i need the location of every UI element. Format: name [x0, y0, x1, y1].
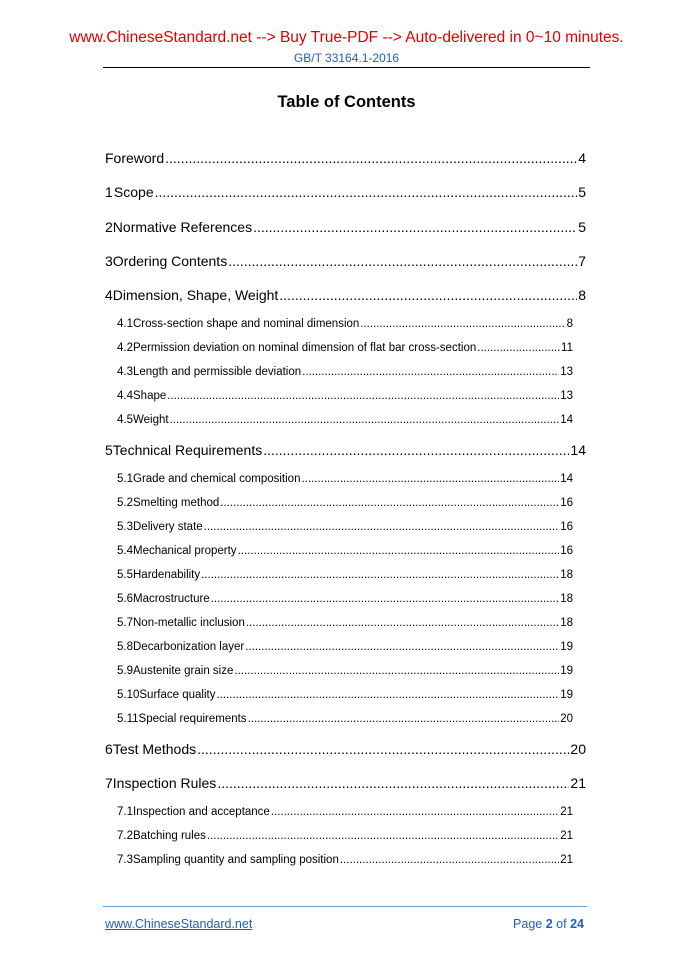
toc-entry-page: 20 [570, 741, 586, 757]
toc-entry-label: Macrostructure [133, 593, 210, 605]
toc-entry-label: Batching rules [133, 830, 206, 842]
toc-entry-label: Weight [133, 414, 169, 426]
toc-entry-number: 6 [105, 741, 113, 757]
toc-entry[interactable] [117, 390, 573, 402]
toc-entry-page: 19 [560, 665, 573, 677]
toc-entry-number: 7.3 [117, 854, 133, 866]
toc-entry-page: 14 [560, 414, 573, 426]
header-banner[interactable]: www.ChineseStandard.net --> Buy True-PDF --> Auto-delivered in 0~10 minutes. [69, 29, 624, 46]
toc-entry-label: Special requirements [138, 713, 247, 725]
page-of: of [556, 917, 567, 931]
toc-entry-number: 3 [105, 253, 113, 269]
toc-dot-leader [279, 287, 577, 303]
toc-entry-number: 7 [105, 775, 113, 791]
toc-entry-number: 5.5 [117, 569, 133, 581]
toc-entry-page: 8 [578, 287, 586, 303]
toc-entry-label: Ordering Contents [112, 253, 228, 269]
toc-dot-leader [165, 150, 577, 166]
toc-entry-label: Mechanical property [133, 545, 237, 557]
toc-entry-label: Smelting method [133, 497, 220, 509]
toc-entry-page: 16 [560, 545, 573, 557]
toc-entry[interactable] [105, 253, 586, 269]
toc-entry-label: Grade and chemical composition [133, 473, 301, 485]
toc-entry-number: 2 [105, 219, 113, 235]
toc-entry-page: 8 [566, 318, 573, 330]
toc-entry-label: Decarbonization layer [133, 641, 245, 653]
toc-entry-label: Foreword [105, 150, 165, 166]
toc-dot-leader [234, 665, 559, 677]
toc-entry[interactable] [117, 617, 573, 629]
toc-dot-leader [201, 569, 559, 581]
toc-entry[interactable] [117, 545, 573, 557]
toc-entry[interactable] [117, 342, 573, 354]
footer-divider [103, 906, 587, 907]
toc-entry-page: 21 [560, 806, 573, 818]
toc-entry-page: 14 [570, 442, 586, 458]
toc-entry-number: 5.8 [117, 641, 133, 653]
toc-entry-page: 5 [578, 219, 586, 235]
toc-entry-page: 21 [560, 830, 573, 842]
toc-entry-number: 5.1 [117, 473, 133, 485]
toc-dot-leader [301, 473, 559, 485]
toc-entry-page: 20 [560, 713, 573, 725]
toc-entry-number: 5.9 [117, 665, 133, 677]
toc-dot-leader [204, 521, 560, 533]
header-divider [103, 67, 590, 68]
toc-entry[interactable] [105, 219, 586, 235]
toc-entry-label: Non-metallic inclusion [133, 617, 245, 629]
toc-entry-label: Normative References [112, 219, 253, 235]
toc-entry-page: 18 [560, 617, 573, 629]
toc-entry[interactable] [117, 641, 573, 653]
toc-dot-leader [477, 342, 560, 354]
toc-entry-number: 7.2 [117, 830, 133, 842]
toc-entry-page: 13 [560, 366, 573, 378]
toc-entry-number: 4.5 [117, 414, 133, 426]
standard-number: GB/T 33164.1-2016 [293, 51, 400, 65]
toc-entry-number: 5.2 [117, 497, 133, 509]
toc-entry-page: 16 [560, 497, 573, 509]
toc-entry[interactable] [105, 150, 586, 166]
toc-dot-leader [245, 641, 559, 653]
toc-dot-leader [197, 741, 569, 757]
toc-entry[interactable] [117, 665, 573, 677]
page-label: Page [513, 917, 543, 931]
toc-entry-number: 1 [105, 184, 113, 200]
toc-entry-label: Hardenability [133, 569, 201, 581]
toc-entry-number: 5 [105, 442, 113, 458]
toc-entry-number: 7.1 [117, 806, 133, 818]
toc-entry-number: 4.2 [117, 342, 133, 354]
toc-entry-label: Inspection Rules [112, 775, 217, 791]
toc-dot-leader [238, 545, 560, 557]
toc-entry-number: 4.1 [117, 318, 133, 330]
toc-entry-page: 18 [560, 593, 573, 605]
toc-entry-number: 4.3 [117, 366, 133, 378]
toc-dot-leader [228, 253, 577, 269]
toc-entry-number: 5.6 [117, 593, 133, 605]
toc-entry[interactable] [105, 741, 586, 757]
toc-dot-leader [220, 497, 559, 509]
toc-entry[interactable] [117, 366, 573, 378]
toc-dot-leader [248, 713, 560, 725]
toc-entry-page: 13 [560, 390, 573, 402]
toc-entry[interactable] [117, 497, 573, 509]
toc-entry-label: Length and permissible deviation [133, 366, 302, 378]
toc-entry-number: 4 [105, 287, 113, 303]
toc-dot-leader [340, 854, 559, 866]
toc-entry-page: 18 [560, 569, 573, 581]
footer-link[interactable]: www.ChineseStandard.net [105, 917, 253, 931]
toc-dot-leader [253, 219, 577, 235]
toc-entry[interactable] [117, 521, 573, 533]
toc-entry[interactable] [117, 414, 573, 426]
toc-entry-label: Technical Requirements [112, 442, 263, 458]
toc-entry-page: 4 [578, 150, 586, 166]
toc-entry-label: Shape [133, 390, 167, 402]
toc-entry-number: 5.11 [117, 713, 139, 725]
toc-entry-page: 21 [560, 854, 573, 866]
toc-entry-label: Test Methods [112, 741, 197, 757]
toc-entry-label: Delivery state [133, 521, 203, 533]
toc-entry[interactable] [105, 775, 586, 791]
toc-entry-number: 4.4 [117, 390, 133, 402]
toc-entry[interactable] [117, 318, 573, 330]
page-current: 2 [545, 917, 553, 931]
toc-entry[interactable] [117, 473, 573, 485]
toc-dot-leader [271, 806, 559, 818]
toc-entry[interactable] [117, 806, 573, 818]
toc-entry-page: 7 [578, 253, 586, 269]
toc-entry[interactable] [105, 442, 586, 458]
toc-entry-label: Surface quality [139, 689, 216, 701]
toc-entry[interactable] [117, 689, 573, 701]
toc-entry-page: 21 [570, 775, 586, 791]
toc-dot-leader [167, 390, 559, 402]
toc-entry-label: Dimension, Shape, Weight [112, 287, 279, 303]
toc-dot-leader [302, 366, 559, 378]
toc-entry-page: 14 [560, 473, 573, 485]
page-title: Table of Contents [277, 93, 416, 111]
toc-dot-leader [211, 593, 560, 605]
toc-dot-leader [170, 414, 560, 426]
toc-entry[interactable] [117, 713, 573, 725]
toc-entry[interactable] [117, 830, 573, 842]
toc-entry-number: 5.10 [117, 689, 140, 701]
toc-dot-leader [155, 184, 578, 200]
toc-entry-page: 11 [561, 342, 573, 354]
toc-entry-number: 5.7 [117, 617, 133, 629]
toc-entry-number: 5.3 [117, 521, 133, 533]
toc-entry-number: 5.4 [117, 545, 133, 557]
toc-entry[interactable] [117, 593, 573, 605]
toc-entry-label: Cross-section shape and nominal dimension [133, 318, 360, 330]
toc-dot-leader [263, 442, 569, 458]
toc-entry-label: Scope [113, 184, 154, 200]
toc-entry-label: Austenite grain size [133, 665, 234, 677]
page-indicator [470, 917, 584, 931]
page-total: 24 [570, 917, 584, 931]
toc-entry[interactable] [105, 287, 586, 303]
toc-entry-page: 19 [560, 689, 573, 701]
toc-entry[interactable] [117, 569, 573, 581]
toc-entry-label: Inspection and acceptance [133, 806, 270, 818]
toc-dot-leader [360, 318, 565, 330]
toc-entry-page: 5 [578, 184, 586, 200]
toc-entry-label: Sampling quantity and sampling position [133, 854, 339, 866]
toc-dot-leader [246, 617, 559, 629]
toc-dot-leader [216, 689, 559, 701]
toc-entry-label: Permission deviation on nominal dimension of flat bar cross-section [133, 342, 477, 354]
toc-entry-page: 19 [560, 641, 573, 653]
toc-dot-leader [207, 830, 559, 842]
toc-dot-leader [217, 775, 569, 791]
toc-entry-page: 16 [560, 521, 573, 533]
toc-entry[interactable] [117, 854, 573, 866]
toc-entry[interactable] [105, 184, 586, 200]
